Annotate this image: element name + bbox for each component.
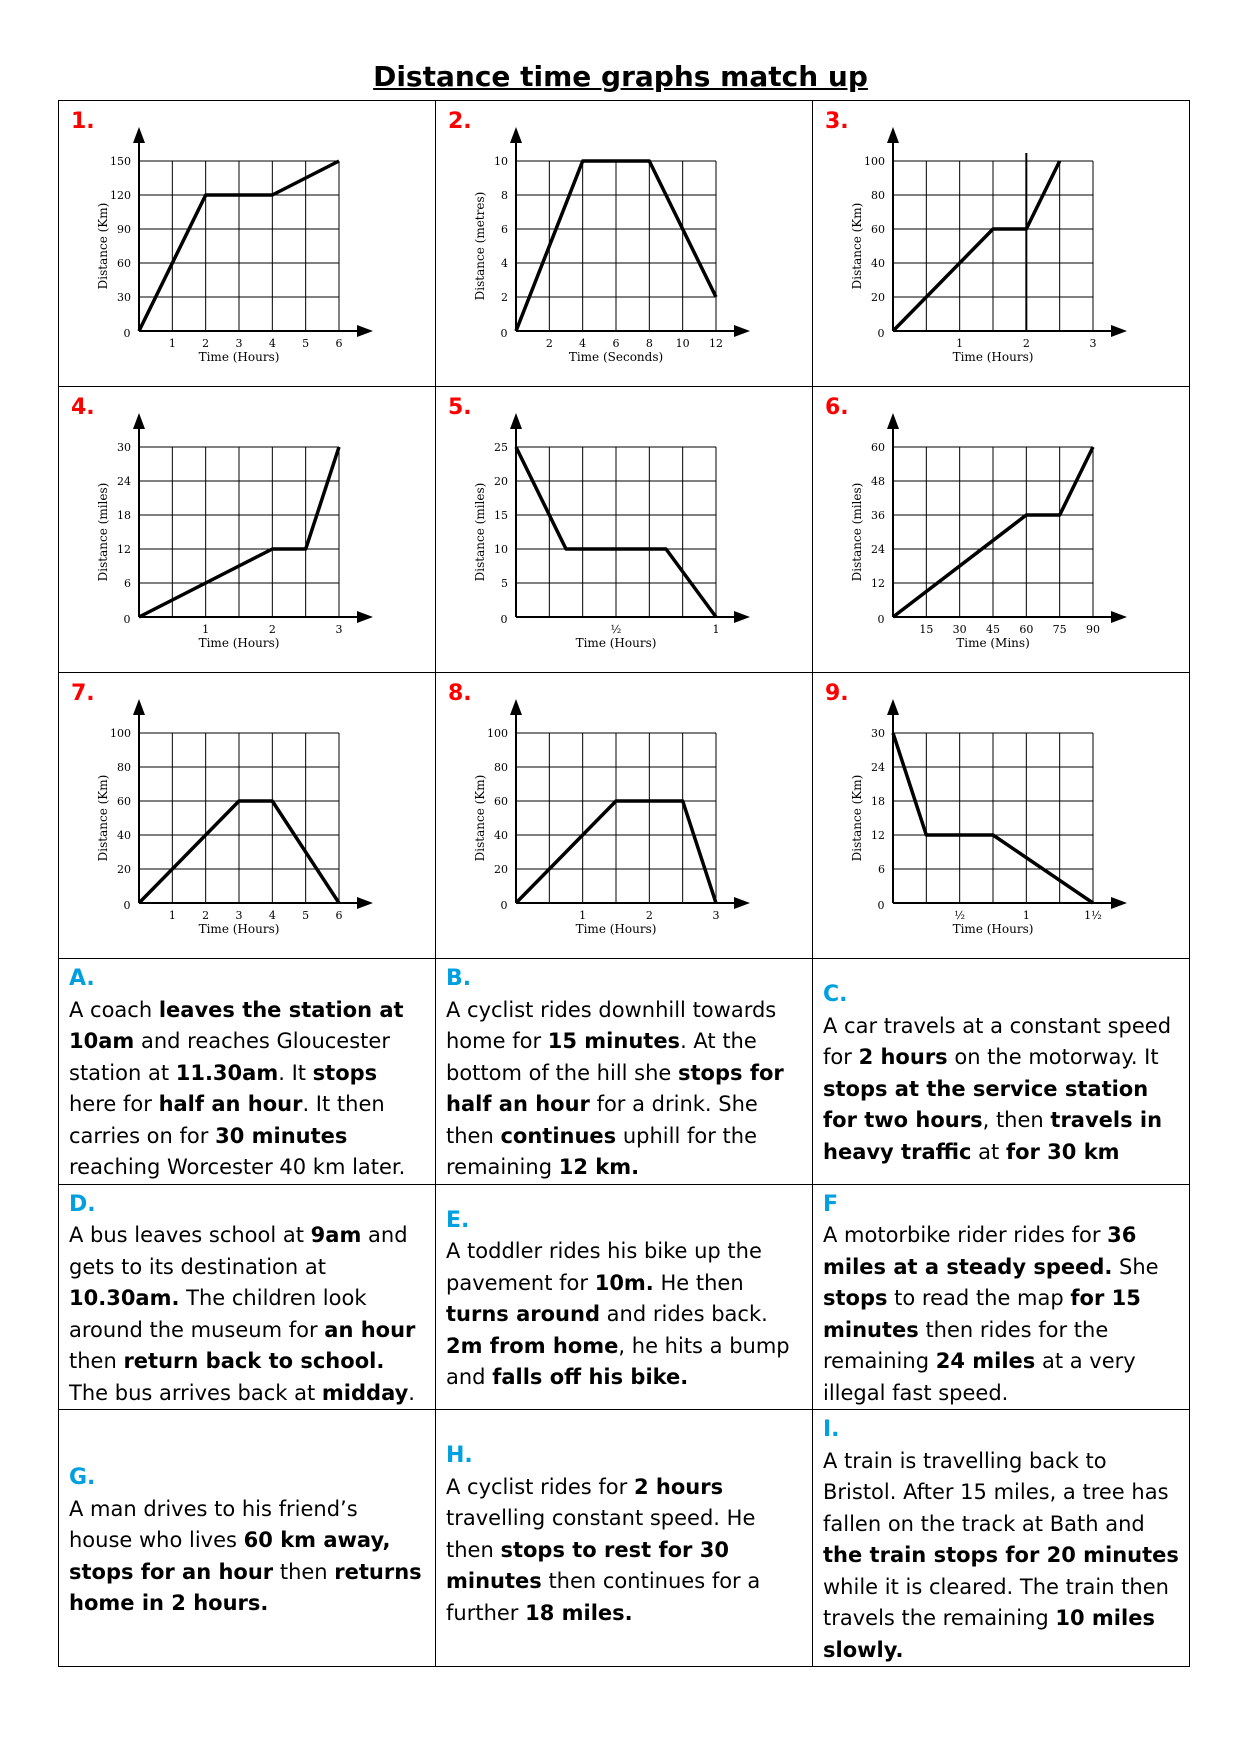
bold-phrase: 2 hours <box>858 1045 948 1069</box>
y-tick-label: 24 <box>117 475 131 488</box>
y-tick-label: 150 <box>110 155 131 168</box>
y-tick-label: 60 <box>494 795 508 808</box>
graph-number: 4. <box>71 395 95 420</box>
description-cell <box>59 1410 436 1667</box>
text-run: . <box>408 1380 415 1405</box>
bold-phrase: midday <box>321 1380 409 1405</box>
text-run: . It then carries on for <box>69 1092 385 1148</box>
y-tick-label: 6 <box>124 577 131 590</box>
bold-phrase: 10.30am. <box>69 1286 180 1310</box>
text-run: at <box>971 1139 1006 1164</box>
x-tick-label: 2 <box>202 337 210 350</box>
graph-number: 7. <box>71 681 95 706</box>
bold-phrase: for 15 minutes <box>823 1286 1141 1342</box>
x-tick-label: 2 <box>268 623 276 636</box>
x-axis-label: Time (Hours) <box>952 350 1034 364</box>
x-tick-label: 6 <box>335 909 343 922</box>
x-axis-arrow <box>357 611 373 623</box>
text-run: . At the bottom of the hill she <box>446 1029 757 1085</box>
y-tick-label: 8 <box>501 189 508 202</box>
text-run: at a very illegal fast speed. <box>823 1349 1136 1405</box>
x-tick-label: 8 <box>645 337 653 350</box>
distance-line <box>893 161 1060 331</box>
text-run: She <box>1112 1254 1159 1279</box>
y-tick-label: 6 <box>878 863 885 876</box>
origin-label: 0 <box>877 327 885 340</box>
description-text <box>823 1223 1159 1405</box>
match-up-table <box>58 100 1190 1667</box>
description-text <box>69 998 405 1180</box>
x-axis-arrow <box>1111 897 1127 909</box>
graph-number: 9. <box>825 681 849 706</box>
y-tick-label: 12 <box>871 577 885 590</box>
x-axis-arrow <box>734 325 750 337</box>
distance-time-graph <box>436 101 813 386</box>
y-tick-label: 10 <box>494 155 508 168</box>
y-tick-label: 60 <box>871 441 885 454</box>
graph-cell <box>436 387 813 673</box>
x-tick-label: 3 <box>712 909 720 922</box>
x-tick-label: 1 <box>202 623 210 636</box>
x-tick-label: 30 <box>952 623 967 636</box>
text-run: uphill for the remaining <box>446 1123 757 1179</box>
bold-phrase: return back to school. <box>123 1349 385 1373</box>
y-tick-label: 40 <box>494 829 508 842</box>
description-text <box>69 1497 422 1616</box>
origin-label: 0 <box>500 613 508 626</box>
x-axis-arrow <box>1111 325 1127 337</box>
bold-phrase: 12 km. <box>558 1155 640 1179</box>
x-tick-label: 3 <box>1089 337 1097 350</box>
text-run: then <box>273 1559 335 1584</box>
bold-phrase: stops <box>312 1060 378 1085</box>
bold-phrase: travels in heavy traffic <box>823 1108 1163 1164</box>
y-tick-label: 24 <box>871 543 885 556</box>
y-tick-label: 15 <box>494 509 508 522</box>
distance-time-graph <box>813 673 1190 958</box>
text-run: to read the map <box>887 1286 1071 1310</box>
text-run: A motorbike rider rides for <box>823 1223 1108 1247</box>
description-cell <box>813 1410 1190 1667</box>
text-run: then continues for a further <box>446 1569 761 1625</box>
x-tick-label: 75 <box>1052 623 1067 636</box>
y-tick-label: 36 <box>871 509 885 522</box>
y-axis-label: Distance (Km) <box>850 202 864 290</box>
text-run: on the motorway. It <box>947 1045 1159 1069</box>
text-run: and gets to its destination at <box>69 1223 408 1279</box>
y-tick-label: 30 <box>117 291 131 304</box>
y-tick-label: 6 <box>501 223 508 236</box>
x-tick-label: 12 <box>709 337 723 350</box>
y-tick-label: 40 <box>117 829 131 842</box>
x-tick-label: 1 <box>579 909 587 922</box>
text-run: travelling constant speed. He then <box>446 1506 756 1562</box>
x-tick-label: 2 <box>545 337 553 350</box>
description-letter: H. <box>446 1443 473 1468</box>
description-letter: C. <box>823 982 848 1007</box>
x-tick-label: 1 <box>712 623 720 636</box>
graph-number: 1. <box>71 109 95 134</box>
text-run: then <box>69 1349 124 1373</box>
description-text <box>446 1239 790 1389</box>
y-tick-label: 20 <box>494 863 508 876</box>
x-axis-label: Time (Hours) <box>575 922 657 936</box>
text-run: . It <box>278 1060 313 1085</box>
text-run: for a drink. She then <box>446 1092 758 1148</box>
y-tick-label: 20 <box>871 291 885 304</box>
description-cell <box>813 959 1190 1185</box>
description-text <box>69 1223 415 1405</box>
x-tick-label: 6 <box>335 337 343 350</box>
x-axis-label: Time (Mins) <box>956 636 1030 650</box>
y-tick-label: 12 <box>117 543 131 556</box>
y-tick-label: 18 <box>117 509 131 522</box>
bold-phrase: for 30 km <box>1005 1139 1120 1164</box>
graph-cell <box>59 673 436 959</box>
x-tick-label: 1 <box>1022 909 1030 922</box>
y-tick-label: 24 <box>871 761 885 774</box>
bold-phrase: 15 minutes <box>547 1029 681 1053</box>
description-letter: G. <box>69 1465 96 1490</box>
x-axis-arrow <box>1111 611 1127 623</box>
x-tick-label: 5 <box>302 337 310 350</box>
y-axis-arrow <box>887 699 899 715</box>
graph-cell <box>813 673 1190 959</box>
x-tick-label: 1 <box>168 337 176 350</box>
x-axis-label: Time (Hours) <box>952 922 1034 936</box>
origin-label: 0 <box>877 899 885 912</box>
y-tick-label: 60 <box>117 795 131 808</box>
x-axis-arrow <box>357 325 373 337</box>
y-tick-label: 40 <box>871 257 885 270</box>
y-tick-label: 4 <box>501 257 508 270</box>
description-letter: I. <box>823 1417 840 1442</box>
text-run: here for <box>69 1092 159 1116</box>
bold-phrase: the train stops for 20 minutes <box>823 1543 1179 1567</box>
bold-phrase: falls off his bike. <box>492 1365 689 1389</box>
y-axis-arrow <box>510 127 522 143</box>
bold-phrase: 30 minutes <box>215 1123 348 1148</box>
x-axis-label: Time (Seconds) <box>568 350 664 364</box>
x-tick-label: 4 <box>268 909 276 922</box>
text-run: A bus leaves school at <box>69 1223 311 1247</box>
y-tick-label: 5 <box>501 577 508 590</box>
text-run: A car travels at a constant speed for <box>823 1013 1172 1069</box>
text-run: He then <box>653 1270 744 1295</box>
bold-phrase: 36 miles at a steady speed. <box>823 1223 1137 1279</box>
y-axis-arrow <box>887 413 899 429</box>
y-tick-label: 10 <box>494 543 508 556</box>
x-tick-label: 4 <box>579 337 587 350</box>
graph-cell <box>436 673 813 959</box>
distance-time-graph <box>813 101 1190 386</box>
distance-time-graph <box>436 673 813 958</box>
y-axis-arrow <box>133 413 145 429</box>
x-axis-label: Time (Hours) <box>198 350 280 364</box>
x-tick-label: ½ <box>610 623 622 636</box>
description-cell <box>59 959 436 1185</box>
origin-label: 0 <box>500 327 508 340</box>
distance-time-graph <box>813 387 1190 672</box>
description-text <box>446 998 784 1180</box>
x-axis-label: Time (Hours) <box>198 636 280 650</box>
x-tick-label: ½ <box>954 909 966 922</box>
x-axis-arrow <box>734 611 750 623</box>
x-tick-label: 3 <box>235 909 243 922</box>
description-letter: A. <box>69 966 95 991</box>
x-tick-label: 1 <box>956 337 964 350</box>
y-tick-label: 100 <box>864 155 885 168</box>
y-tick-label: 48 <box>871 475 885 488</box>
y-tick-label: 12 <box>871 829 885 842</box>
description-cell <box>436 1184 813 1410</box>
origin-label: 0 <box>877 613 885 626</box>
y-axis-label: Distance (miles) <box>850 482 864 582</box>
distance-time-graph <box>59 387 436 672</box>
y-tick-label: 60 <box>871 223 885 236</box>
bold-phrase: 10 miles slowly. <box>823 1606 1155 1662</box>
distance-time-graph <box>59 101 436 386</box>
y-tick-label: 20 <box>494 475 508 488</box>
x-tick-label: 5 <box>302 909 310 922</box>
text-run: The children look around the museum for <box>69 1286 367 1342</box>
x-axis-label: Time (Hours) <box>198 922 280 936</box>
graph-number: 8. <box>448 681 472 706</box>
x-tick-label: 1½ <box>1084 909 1102 922</box>
graph-number: 2. <box>448 109 472 134</box>
y-tick-label: 80 <box>494 761 508 774</box>
text-run: A man drives to his friend’s house who lives <box>69 1496 358 1552</box>
x-tick-label: 2 <box>202 909 210 922</box>
text-run: A coach <box>69 997 159 1022</box>
bold-phrase: half an hour <box>158 1092 303 1116</box>
y-tick-label: 20 <box>117 863 131 876</box>
y-axis-arrow <box>133 127 145 143</box>
y-axis-label: Distance (metres) <box>473 191 487 301</box>
bold-phrase: an hour <box>324 1317 416 1342</box>
description-text <box>823 1014 1171 1164</box>
bold-phrase: stops for half an hour <box>446 1060 784 1116</box>
graph-cell <box>813 101 1190 387</box>
bold-phrase: 60 km away, stops for an hour <box>69 1528 391 1584</box>
text-run: A train is travelling back to Bristol. After 15 miles, a tree has fallen on the track at Bath and <box>823 1448 1169 1536</box>
bold-phrase: 24 miles <box>935 1349 1036 1373</box>
x-tick-label: 3 <box>335 623 343 636</box>
y-axis-arrow <box>510 413 522 429</box>
description-cell <box>436 1410 813 1667</box>
origin-label: 0 <box>500 899 508 912</box>
text-run: A toddler rides his bike up the pavement for <box>446 1239 762 1295</box>
graph-number: 5. <box>448 395 472 420</box>
y-tick-label: 25 <box>494 441 508 454</box>
bold-phrase: continues <box>500 1123 617 1148</box>
y-tick-label: 60 <box>117 257 131 270</box>
text-run: then rides for the remaining <box>823 1317 1109 1373</box>
text-run: and reaches Gloucester station at <box>69 1029 390 1085</box>
graph-cell <box>813 387 1190 673</box>
origin-label: 0 <box>123 899 131 912</box>
text-run: , then <box>982 1108 1051 1132</box>
y-tick-label: 120 <box>110 189 131 202</box>
page-title: Distance time graphs match up <box>373 60 868 93</box>
y-axis-label: Distance (Km) <box>850 774 864 862</box>
x-tick-label: 45 <box>986 623 1000 636</box>
text-run: A cyclist rides downhill towards home for <box>446 997 777 1053</box>
x-tick-label: 2 <box>645 909 653 922</box>
description-cell <box>813 1184 1190 1410</box>
description-text <box>823 1449 1179 1662</box>
text-run: , he hits a bump and <box>446 1333 790 1389</box>
bold-phrase: 9am <box>310 1223 362 1247</box>
graph-cell <box>59 387 436 673</box>
graph-cell <box>59 101 436 387</box>
graph-cell <box>436 101 813 387</box>
bold-phrase: 10m. <box>594 1270 654 1295</box>
x-tick-label: 90 <box>1086 623 1100 636</box>
y-tick-label: 18 <box>871 795 885 808</box>
y-axis-label: Distance (Km) <box>473 774 487 862</box>
bold-phrase: turns around <box>446 1302 600 1326</box>
graph-number: 6. <box>825 395 849 420</box>
y-axis-arrow <box>133 699 145 715</box>
text-run: while it is cleared. The train then travels the remaining <box>823 1574 1169 1630</box>
x-axis-label: Time (Hours) <box>575 636 657 650</box>
description-letter: D. <box>69 1191 96 1217</box>
x-tick-label: 10 <box>675 337 690 350</box>
y-axis-label: Distance (miles) <box>473 482 487 582</box>
y-tick-label: 30 <box>871 727 885 740</box>
x-tick-label: 1 <box>168 909 176 922</box>
distance-time-graph <box>59 673 436 958</box>
description-text <box>446 1475 760 1625</box>
bold-phrase: leaves the station at 10am <box>69 997 404 1053</box>
distance-time-graph <box>436 387 813 672</box>
x-tick-label: 60 <box>1019 623 1034 636</box>
graph-number: 3. <box>825 109 849 134</box>
description-letter: E. <box>446 1207 470 1233</box>
bold-phrase: 18 miles. <box>525 1600 633 1625</box>
x-tick-label: 15 <box>919 623 934 636</box>
y-axis-label: Distance (Km) <box>96 774 110 862</box>
description-letter: B. <box>446 966 472 991</box>
bold-phrase: 2 hours <box>633 1474 724 1499</box>
origin-label: 0 <box>123 327 131 340</box>
y-axis-arrow <box>510 699 522 715</box>
x-axis-arrow <box>357 897 373 909</box>
origin-label: 0 <box>123 613 131 626</box>
y-tick-label: 100 <box>487 727 508 740</box>
y-axis-label: Distance (Km) <box>96 202 110 290</box>
bold-phrase: 11.30am <box>175 1060 279 1085</box>
y-tick-label: 30 <box>117 441 131 454</box>
text-run: A cyclist rides for <box>446 1474 634 1499</box>
x-tick-label: 3 <box>235 337 243 350</box>
bold-phrase: 2m from home <box>446 1333 619 1358</box>
y-tick-label: 80 <box>871 189 885 202</box>
x-tick-label: 4 <box>268 337 276 350</box>
y-tick-label: 80 <box>117 761 131 774</box>
description-letter: F <box>823 1191 839 1217</box>
description-cell <box>436 959 813 1185</box>
text-run: and rides back. <box>600 1302 768 1326</box>
text-run: reaching Worcester 40 km later. <box>69 1155 406 1179</box>
bold-phrase: stops <box>823 1286 888 1310</box>
bold-phrase: stops to rest for 30 minutes <box>446 1537 729 1593</box>
y-tick-label: 100 <box>110 727 131 740</box>
description-cell <box>59 1184 436 1410</box>
y-tick-label: 2 <box>501 291 508 304</box>
x-tick-label: 6 <box>612 337 620 350</box>
bold-phrase: stops at the service station for two hours <box>823 1076 1149 1132</box>
x-axis-arrow <box>734 897 750 909</box>
y-axis-arrow <box>887 127 899 143</box>
text-run: The bus arrives back at <box>69 1380 322 1405</box>
y-axis-label: Distance (miles) <box>96 482 110 582</box>
y-tick-label: 90 <box>117 223 131 236</box>
bold-phrase: returns home in 2 hours. <box>69 1559 422 1615</box>
x-tick-label: 2 <box>1022 337 1030 350</box>
